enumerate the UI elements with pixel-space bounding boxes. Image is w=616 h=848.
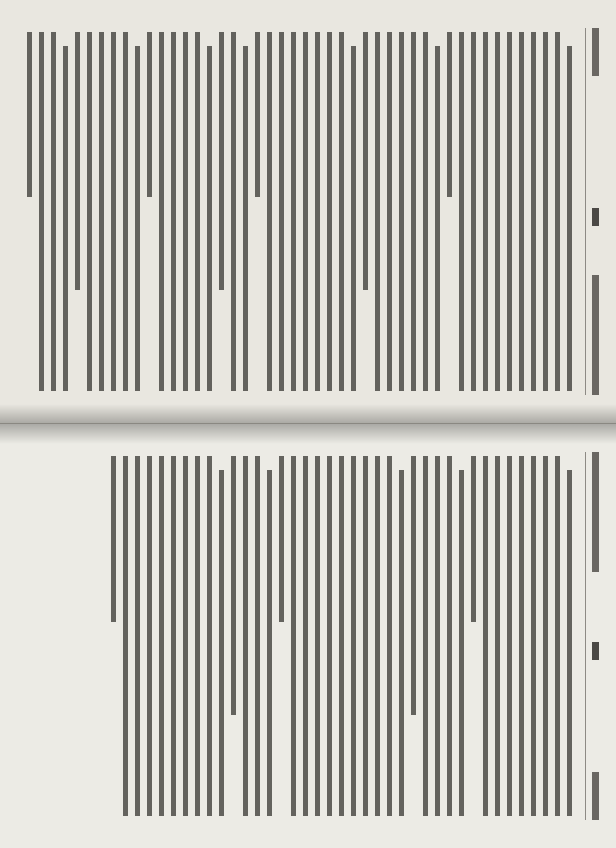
- text-line: [567, 46, 572, 391]
- right-paragraph: [111, 456, 224, 816]
- text-line: [531, 456, 536, 816]
- text-line: [315, 456, 320, 816]
- right-page: [0, 424, 616, 848]
- text-line: [207, 46, 212, 391]
- text-line: [423, 32, 428, 391]
- text-line: [231, 32, 236, 391]
- text-line: [171, 456, 176, 816]
- right-page-header: [585, 452, 600, 820]
- left-folio: [592, 208, 599, 226]
- text-line: [567, 470, 572, 816]
- right-paragraph: [279, 456, 404, 816]
- text-line: [339, 456, 344, 816]
- text-line: [267, 470, 272, 816]
- text-line: [159, 456, 164, 816]
- book-gutter-shadow: [0, 404, 616, 444]
- left-page-body: [24, 32, 572, 391]
- text-line: [375, 32, 380, 391]
- text-line: [387, 456, 392, 816]
- text-line: [459, 470, 464, 816]
- right-paragraph: [231, 456, 272, 816]
- text-line: [183, 456, 188, 816]
- text-line: [507, 456, 512, 816]
- text-line: [63, 46, 68, 391]
- text-line: [543, 32, 548, 391]
- left-paragraph: [219, 32, 248, 391]
- left-page-header: [585, 28, 600, 395]
- text-line: [159, 32, 164, 391]
- text-line: [315, 32, 320, 391]
- text-line: [135, 46, 140, 391]
- text-line: [519, 456, 524, 816]
- right-publisher-mark: [592, 772, 599, 820]
- left-running-head: [592, 275, 599, 395]
- text-line: [291, 456, 296, 816]
- text-line: [255, 456, 260, 816]
- text-line: [363, 32, 368, 290]
- text-line: [279, 32, 284, 391]
- text-line: [375, 456, 380, 816]
- text-line: [495, 456, 500, 816]
- left-paragraph: [447, 32, 572, 391]
- text-line: [219, 470, 224, 816]
- left-paragraph: [255, 32, 356, 391]
- text-line: [243, 46, 248, 391]
- text-line: [327, 32, 332, 391]
- text-line: [459, 32, 464, 391]
- text-line: [399, 470, 404, 816]
- text-line: [243, 456, 248, 816]
- text-line: [435, 456, 440, 816]
- text-line: [327, 456, 332, 816]
- text-line: [171, 32, 176, 391]
- text-line: [351, 456, 356, 816]
- text-line: [75, 32, 80, 290]
- text-line: [111, 456, 116, 622]
- text-line: [543, 456, 548, 816]
- right-paragraph: [411, 456, 464, 816]
- text-line: [231, 456, 236, 715]
- right-running-head: [592, 452, 599, 572]
- text-line: [507, 32, 512, 391]
- text-line: [27, 32, 32, 197]
- text-line: [555, 32, 560, 391]
- text-line: [483, 32, 488, 391]
- text-line: [399, 32, 404, 391]
- text-line: [255, 32, 260, 197]
- text-line: [423, 456, 428, 816]
- text-line: [363, 456, 368, 816]
- text-line: [351, 46, 356, 391]
- left-paragraph: [363, 32, 440, 391]
- text-line: [99, 32, 104, 391]
- text-line: [519, 32, 524, 391]
- left-paragraph: [27, 32, 68, 391]
- text-line: [447, 32, 452, 197]
- text-line: [291, 32, 296, 391]
- text-line: [411, 456, 416, 715]
- right-folio: [592, 642, 599, 660]
- text-line: [207, 456, 212, 816]
- text-line: [195, 456, 200, 816]
- text-line: [51, 32, 56, 391]
- text-line: [471, 456, 476, 622]
- text-line: [147, 32, 152, 197]
- text-line: [471, 32, 476, 391]
- text-line: [555, 456, 560, 816]
- text-line: [123, 456, 128, 816]
- text-line: [147, 456, 152, 816]
- text-line: [195, 32, 200, 391]
- text-line: [135, 456, 140, 816]
- text-line: [303, 456, 308, 816]
- left-publisher-mark: [592, 28, 599, 76]
- text-line: [123, 32, 128, 391]
- text-line: [267, 32, 272, 391]
- right-paragraph: [471, 456, 572, 816]
- text-line: [183, 32, 188, 391]
- text-line: [447, 456, 452, 816]
- text-line: [39, 32, 44, 391]
- text-line: [387, 32, 392, 391]
- text-line: [339, 32, 344, 391]
- text-line: [111, 32, 116, 391]
- text-line: [495, 32, 500, 391]
- text-line: [87, 32, 92, 391]
- text-line: [303, 32, 308, 391]
- text-line: [219, 32, 224, 290]
- text-line: [531, 32, 536, 391]
- right-page-body: [24, 456, 572, 816]
- text-line: [483, 456, 488, 816]
- left-paragraph: [147, 32, 212, 391]
- left-paragraph: [75, 32, 140, 391]
- text-line: [279, 456, 284, 622]
- text-line: [411, 32, 416, 391]
- text-line: [435, 46, 440, 391]
